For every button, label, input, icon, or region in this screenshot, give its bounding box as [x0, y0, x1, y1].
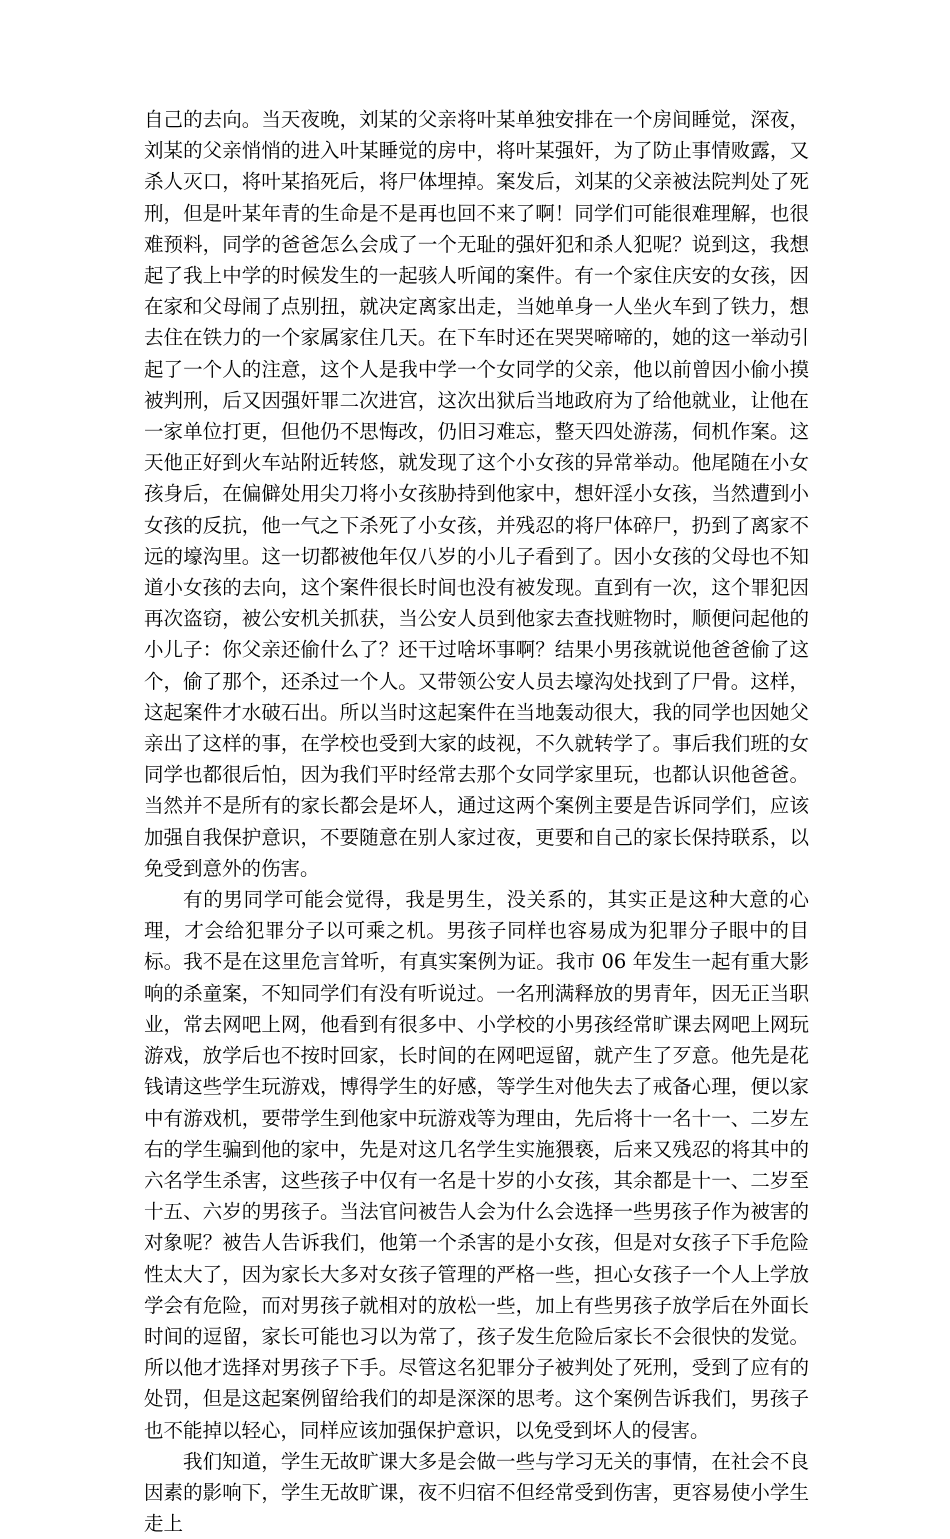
paragraph-continued: 自己的去向。当天夜晚，刘某的父亲将叶某单独安排在一个房间睡觉，深夜，刘某的父亲悄悄的进入叶某睡觉的房中，将叶某强奸，为了防止事情败露，又杀人灭口，将叶某掐死后，将尸体埋掉。案发后，刘某的父亲被法院判处了死刑，但是叶某年青的生命是不是再也回不来了啊！同学们可能很难理解，也很难预料，同学的爸爸怎么会成了一个无耻的强奸犯和杀人犯呢？说到这，我想起了我上中学的时候发生的一起骇人听闻的案件。有一个家住庆安的女孩，因在家和父母闹了点别扭，就决定离家出走，当她单身一人坐火车到了铁力，想去住在铁力的一个家属家住几天。在下车时还在哭哭啼啼的，她的这一举动引起了一个人的注意，这个人是我中学一个女同学的父亲，他以前曾因小偷小摸被判刑，后又因强奸罪二次进宫，这次出狱后当地政府为了给他就业，让他在一家单位打更，但他仍不思悔改，仍旧习难忘，整天四处游荡，伺机作案。这天他正好到火车站附近转悠，就发现了这个小女孩的异常举动。他尾随在小女孩身后，在偏僻处用尖刀将小女孩胁持到他家中，想奸淫小女孩，当然遭到小女孩的反抗，他一气之下杀死了小女孩，并残忍的将尸体碎尸，扔到了离家不远的壕沟里。这一切都被他年仅八岁的小儿子看到了。因小女孩的父母也不知道小女孩的去向，这个案件很长时间也没有被发现。直到有一次，这个罪犯因再次盗窃，被公安机关抓获，当公安人员到他家去查找赃物时，顺便问起他的小儿子：你父亲还偷什么了？还干过啥坏事啊？结果小男孩就说他爸爸偷了这个，偷了那个，还杀过一个人。又带领公安人员去壕沟处找到了尸骨。这样，这起案件才水破石出。所以当时这起案件在当地轰动很大，我的同学也因她父亲出了这样的事，在学校也受到大家的歧视，不久就转学了。事后我们班的女同学也都很后怕，因为我们平时经常去那个女同学家里玩，也都认识他爸爸。当然并不是所有的家长都会是坏人，通过这两个案例主要是告诉同学们，应该加强自我保护意识，不要随意在别人家过夜，更要和自己的家长保持联系，以免受到意外的伤害。 — [144, 108, 809, 880]
paragraph: 有的男同学可能会觉得，我是男生，没关系的，其实正是这种大意的心理，才会给犯罪分子以可乘之机。男孩子同样也容易成为犯罪分子眼中的目标。我不是在这里危言耸听，有真实案例为证。我市 06 年发生一起有重大影响的杀童案，不知同学们有没有听说过。一名刑满释放的男青年，因无正当职业，常去网吧上网，他看到有很多中、小学校的小男孩经常旷课去网吧上网玩游戏，放学后也不按时回家，长时间的在网吧逗留，就产生了歹意。他先是花钱请这些学生玩游戏，博得学生的好感，等学生对他失去了戒备心理，便以家中有游戏机，要带学生到他家中玩游戏等为理由，先后将十一名十一、二岁左右的学生骗到他的家中，先是对这几名学生实施猥亵，后来又残忍的将其中的六名学生杀害，这些孩子中仅有一名是十岁的小女孩，其余都是十一、二岁至十五、六岁的男孩子。当法官问被告人会为什么会选择一些男孩子作为被害的对象呢？被告人告诉我们，他第一个杀害的是小女孩，但是对女孩子下手危险性太大了，因为家长大多对女孩子管理的严格一些，担心女孩子一个人上学放学会有危险，而对男孩子就相对的放松一些，加上有些男孩子放学后在外面长时间的逗留，家长可能也习以为常了，孩子发生危险后家长不会很快的发觉。所以他才选择对男孩子下手。尽管这名犯罪分子被判处了死刑，受到了应有的处罚，但是这起案例留给我们的却是深深的思考。这个案例告诉我们，男孩子也不能掉以轻心，同样应该加强保护意识，以免受到坏人的侵害。 — [144, 888, 809, 1442]
document-body — [144, 104, 809, 1539]
paragraph: 我们知道，学生无故旷课大多是会做一些与学习无关的事情，在社会不良因素的影响下，学生无故旷课，夜不归宿不但经常受到伤害，更容易使小学生走上 — [144, 1449, 809, 1536]
